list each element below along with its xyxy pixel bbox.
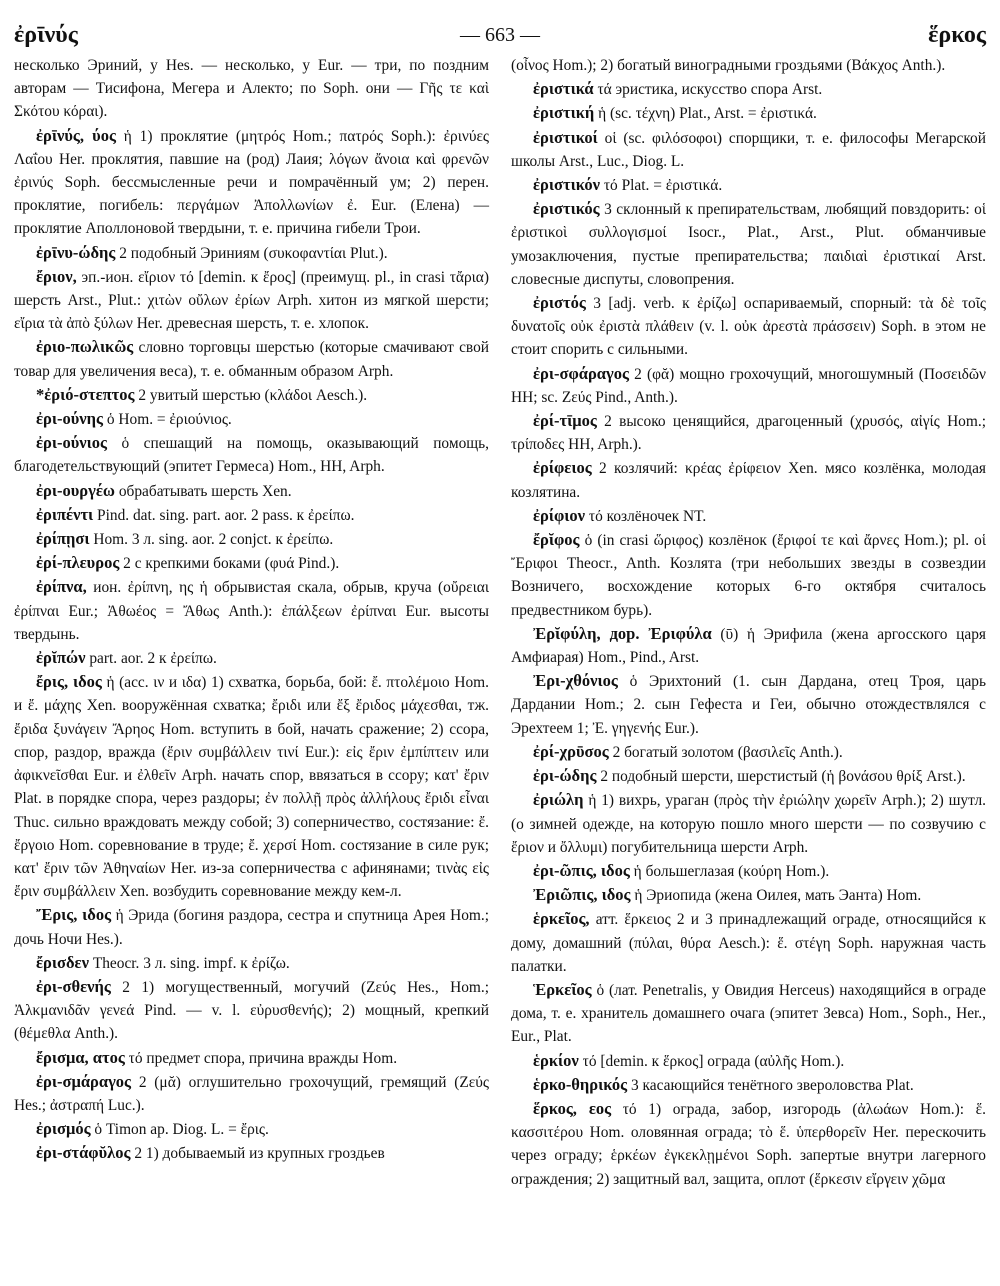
entry-definition: τό [demin. к ἕρκος] ограда (αὐλῆς Hom.). [582, 1052, 845, 1070]
entry-definition: ὁ Эрихтоний (1. сын Дардана, отец Троя, царь Дардании Hom.; 2. сын Гефеста и Геи, обычно отождествлялся с Эрехтеем 1; Ἐ. γηγενής Eur.). [511, 673, 986, 737]
entry-headword: ἐρί-τῑμος [533, 411, 597, 431]
dictionary-entry [511, 1049, 986, 1073]
dictionary-entry [14, 1070, 489, 1117]
entry-definition: 3 склонный к препирательствам, любящий повздорить: οἱ ἐριστικοὶ συλλογισμοί Isocr., Plat., Arst., Plut. обманчивые умозаключения, пустые препирательства; παιδιαὶ ἐριστικαί Arst. словесные диспуты, словопрения. [511, 201, 986, 288]
entry-headword: ἐρί-πλευρος [36, 553, 120, 573]
entry-headword: ἐρι-στάφῠλος [36, 1143, 131, 1163]
entry-definition: (οἶνος Hom.); 2) богатый виноградными гроздьями (Βάκχος Anth.). [511, 57, 946, 74]
dictionary-entry [511, 978, 986, 1049]
dictionary-entry [511, 740, 986, 764]
dictionary-entry [511, 291, 986, 362]
entry-headword: ἐριστικόν [533, 175, 600, 195]
dictionary-entry [511, 883, 986, 907]
page-header [14, 14, 986, 54]
entry-definition: ὁ Timon ap. Diog. L. = ἔρις. [94, 1121, 269, 1139]
dictionary-entry [14, 407, 489, 431]
dictionary-entry [511, 173, 986, 197]
entry-definition: ἡ (acc. ιν и ιδα) 1) схватка, борьба, бой: ἔ. πτολέμοιο Hom. и ἔ. μάχης Xen. вооружённая схватка; ἔριδι или ἔξ ἔριδος μάχεσθαι, тж. ἔριδα ξυνάγειν Ἄρηος Hom. вступить в бой, начать сражение; 2) ссора, спор, раздор, вражда (ἔριν συμβάλλειν τινί Eur.): εἰς ἔριν ἐμπίπτειν или ἀφικνεῖσθαι Eur. и ἐλθεῖν Arph. начать спор, ввязаться в ссору; κατ' ἔριν Plat. в порядке спора, через раздоры; ἐν πολλῇ πρὸς ἀλλήλους ἔριδι εἶναι Thuc. сильно враждовать между собой; 3) соперничество, состязание: ἔ. ἔργοιο Hom. соревнование в труде; ἔ. χερσί Hom. состязание в силе рук; κατ' ἔριν τῶν Ἀθηναίων Her. из-за соперничества с афинянами; τινὰς εἰς ἔριν συμβάλλειν Xen. возбудить соревнование между кем-л. [14, 674, 489, 901]
entry-definition: атт. ἕρκειος 2 и 3 принадлежащий ограде, относящийся к дому, домашний (πύλαι, θύρα Aesch.): ἕ. στέγη Soph. наружная часть палатки. [511, 911, 986, 975]
dictionary-entry [511, 456, 986, 503]
dictionary-entry [511, 907, 986, 978]
entry-headword: ἐριο-πωλικῶς [36, 337, 134, 357]
entry-headword: Ἐριῶπις, ιδος [533, 885, 631, 905]
entry-headword: ἐρισμός [36, 1119, 91, 1139]
dictionary-entry [14, 670, 489, 903]
entry-headword: ἐρῑνύς, ύος [36, 125, 116, 145]
entry-definition: Theocr. 3 л. sing. impf. к ἐρίζω. [92, 954, 290, 972]
entry-headword: ἐρι-σφάραγος [533, 363, 629, 383]
dictionary-entry [14, 527, 489, 551]
entry-definition: τά эристика, искусство спора Arst. [597, 81, 823, 99]
entry-definition: τό Plat. = ἐριστικά. [603, 177, 723, 195]
entry-headword: Ἑρκεῖος [533, 979, 592, 999]
entry-headword: ἐρι-ούνιος [36, 433, 108, 453]
entry-headword: ἐρίφειος [533, 458, 592, 478]
dictionary-entry [14, 383, 489, 407]
entry-definition: 3 касающийся тенётного звероловства Plat. [631, 1076, 914, 1094]
entry-definition: part. aor. 2 к ἐρείπω. [89, 650, 217, 668]
entry-headword: ἐρι-σμάραγος [36, 1071, 131, 1091]
entry-definition: 2 1) добываемый из крупных гроздьев [134, 1145, 385, 1163]
entry-definition: (ῡ) ἡ Эрифила (жена аргосского царя Амфиарая) Hom., Pind., Arst. [511, 625, 986, 667]
entry-definition: ἡ Эрида (богиня раздора, сестра и спутница Арея Hom.; дочь Ночи Hes.). [14, 907, 489, 948]
left-column [14, 54, 489, 1191]
dictionary-entry [511, 54, 986, 77]
dictionary-entry [511, 669, 986, 740]
entry-headword: ἕρκος, εος [533, 1098, 612, 1118]
dictionary-entry [14, 265, 489, 336]
entry-headword: ἐριστική [533, 103, 595, 123]
dictionary-entry [14, 241, 489, 265]
dictionary-entry [511, 409, 986, 456]
entry-headword: ἐριπέντι [36, 504, 94, 524]
entry-definition: οἱ (sc. φιλόσοφοι) спорщики, т. е. философы Мегарской школы Arst., Luc., Diog. L. [511, 129, 986, 170]
entry-headword: ἔρῐφος [533, 530, 580, 550]
entry-definition: словно торговцы шерстью (которые смачивают свой товар для увеличения веса), т. е. обманным образом Arph. [14, 339, 489, 380]
right-column [511, 54, 986, 1191]
dictionary-entry [511, 362, 986, 409]
dictionary-entry [14, 1117, 489, 1141]
entry-definition: ὁ (in crasi ὥριφος) козлёнок (ἔριφοί τε καὶ ἄρνες Hom.); pl. οἱ Ἔριφοι Theocr., Anth. Козлята (три небольших звезды в созвездии Возничего, восхождение которых 6-го октября считалось предвестником бурь). [511, 532, 986, 619]
dictionary-entry [14, 975, 489, 1046]
header-right-guide-word: ἕρκος [928, 22, 986, 48]
entry-definition: Hom. 3 л. sing. aor. 2 conjct. к ἐρείπω. [93, 531, 334, 549]
dictionary-entry [14, 1046, 489, 1070]
entry-definition: ион. ἐρίπνη, ης ἡ обрывистая скала, обрыв, круча (οὔρειαι ἐρίπναι Eur.; Ἀθωέος = Ἄθως Anth.): ἐπάλξεων ἐρίπναι Eur. высоты твердынь. [14, 579, 489, 643]
entry-definition: 2 богатый золотом (βασιλεῖς Anth.). [612, 743, 843, 761]
entry-definition: ἡ (sc. τέχνη) Plat., Arst. = ἐριστικά. [598, 105, 817, 123]
dictionary-entry [14, 54, 489, 124]
entry-headword: ἐριστικοί [533, 127, 598, 147]
dictionary-entry [511, 1073, 986, 1097]
entry-headword: ἔριον, [36, 266, 77, 286]
entry-definition: 2 высоко ценящийся, драгоценный (χρυσός, αἰγίς Hom.; τρίποδες HH, Arph.). [511, 413, 986, 454]
entry-headword: ἑρκεῖος, [533, 909, 590, 929]
entry-headword: ἐρίπῃσι [36, 529, 90, 549]
entry-headword: ἐρι-σθενής [36, 976, 111, 996]
entry-headword: ἐρι-ούνης [36, 409, 104, 429]
dictionary-entry [511, 788, 986, 859]
dictionary-entry [14, 479, 489, 503]
entry-definition: ἡ большеглазая (κούρη Hom.). [633, 862, 830, 880]
entry-definition: 2 (φᾰ) мощно грохочущий, многошумный (Ποσειδῶν HH; sc. Ζεύς Pind., Anth.). [511, 365, 986, 406]
entry-definition: ἡ 1) вихрь, ураган (πρὸς τὴν ἐριώλην χωρεῖν Arph.); 2) шутл. (о зимней одежде, на которую пошло много шерсти — по созвучию с ἔριον и ὄλλυμι) погубительница шерсти Arph. [511, 792, 986, 856]
dictionary-entry [511, 77, 986, 101]
dictionary-entry [14, 431, 489, 478]
entry-definition: 2 подобный шерсти, шерстистый (ἡ βονάσου θρίξ Arst.). [600, 768, 966, 786]
header-left-guide-word: ἐρῑνύς [14, 22, 78, 48]
entry-headword: ἔρις, ιδος [36, 672, 102, 692]
entry-headword: ἐριστός [533, 293, 586, 313]
dictionary-entry [14, 646, 489, 670]
dictionary-entry [14, 1141, 489, 1165]
entry-definition: 2 (μᾰ) оглушительно грохочущий, гремящий (Ζεύς Hes.; ἀστραπή Luc.). [14, 1073, 489, 1114]
dictionary-entry [14, 551, 489, 575]
entry-headword: ἔρισδεν [36, 952, 89, 972]
entry-definition: ὁ Hom. = ἐριούνιος. [106, 411, 232, 429]
entry-headword: *ἐριό-στεπτος [36, 384, 135, 404]
entry-headword: ἐριώλη [533, 790, 584, 810]
dictionary-entry [511, 622, 986, 669]
entry-headword: Ἐρι-χθόνιος [533, 671, 618, 691]
entry-definition: несколько Эриний, у Hes. — несколько, у Eur. — три, по поздним авторам — Тисифона, Мегера и Алекто; по Soph. они — Γῆς τε καὶ Σκότου κόραι). [14, 57, 489, 121]
dictionary-entry [511, 528, 986, 622]
dictionary-entry [511, 859, 986, 883]
dictionary-entry [511, 101, 986, 125]
entry-headword: ἐρί-χρῡσος [533, 741, 609, 761]
entry-headword: ἐρίπνα, [36, 577, 87, 597]
entry-definition: 2 1) могущественный, могучий (Ζεύς Hes., Hom.; Ἀλκμανιδᾶν γενεά Pind. — v. l. εὐρυσθενής); 2) мощный, крепкий (θέμεθλα Anth.). [14, 978, 489, 1043]
entry-headword: ἑρκίον [533, 1050, 579, 1070]
entry-headword: ἐρι-ῶπις, ιδος [533, 860, 630, 880]
entry-definition: обрабатывать шерсть Xen. [118, 482, 292, 500]
dictionary-entry [511, 764, 986, 788]
dictionary-entry [511, 1097, 986, 1191]
page-number: — 663 — [460, 24, 540, 46]
dictionary-entry [511, 197, 986, 291]
entry-headword: ἐριστικός [533, 199, 600, 219]
entry-headword: ἐρίφιον [533, 505, 586, 525]
dictionary-entry [14, 335, 489, 382]
entry-definition: 3 [adj. verb. к ἐρίζω] оспариваемый, спорный: τὰ δὲ τοῖς δυνατοῖς οὐκ ἐριστὰ πλάθειν (v. l. οὐκ ἀρεστὰ πράσσειν) Soph. в этом не стоит спорить с сильными. [511, 295, 986, 359]
text-columns [14, 54, 986, 1191]
entry-definition: ὁ спешащий на помощь, оказывающий помощь, благодетельствующий (эпитет Гермеса) Hom., HH, Arph. [14, 435, 489, 476]
entry-definition: ἡ 1) проклятие (μητρός Hom.; πατρός Soph.): ἐρινύες Λαΐου Her. проклятия, павшие на (род) Лаия; λόγων ἄνοια καὶ φρενῶν ἐρινύς Soph. бессмысленные речи и помрачённый ум; 2) перен. проклятие, погибель: περγάμων Ἀπολλωνίων ἐ. Eur. (Елена) — проклятие Аполлоновой твердыни, т. е. причина гибели Трои. [14, 127, 490, 238]
entry-definition: τό козлёночек NT. [588, 507, 707, 525]
entry-definition: ἡ Эриопида (жена Оилея, мать Эанта) Hom. [634, 887, 922, 905]
entry-definition: Pind. dat. sing. part. aor. 2 pass. к ἐρείπω. [97, 506, 355, 524]
dictionary-entry [14, 903, 489, 950]
entry-definition: 2 увитый шерстью (κλάδοι Aesch.). [138, 386, 368, 404]
entry-headword: ἐριστικά [533, 79, 594, 99]
entry-headword: Ἐρῐφύλη, дор. Ἐριφύλα [533, 623, 712, 643]
entry-definition: τό 1) ограда, забор, изгородь (ἀλωάων Hom.): ἕ. κασσιτέρου Hom. оловянная ограда; τὸ ἕ. ὑπερθορεῖν Her. перескочить через ограду; ἑρκέων ἐγκεκλῃμένοι Soph. запертые внутри лагерного ограждения; 2) защитный вал, защита, оплот (ἕρκεσιν εἴργειν χῶμα [511, 1100, 986, 1188]
entry-definition: τό предмет спора, причина вражды Hom. [128, 1049, 398, 1067]
entry-definition: эп.-ион. εἴριον τό [demin. к ἔρος] (преимущ. pl., in crasi τἄρια) шерсть Arst., Plut.: χιτὼν οὔλων ἐρίων Arph. хитон из мягкой шерсти; εἴρια τὰ ἀπὸ ξύλων Her. древесная шерсть, т. е. хлопок. [14, 268, 490, 333]
entry-definition: 2 козлячий: κρέας ἐρίφειον Xen. мясо козлёнка, молодая козлятина. [511, 460, 986, 501]
dictionary-entry [511, 504, 986, 528]
entry-headword: ἑρκο-θηρικός [533, 1074, 628, 1094]
entry-headword: ἐρῐπών [36, 648, 86, 668]
entry-definition: ὁ (лат. Penetralis, у Овидия Herceus) находящийся в ограде дома, т. е. хранитель домашнего очага (эпитет Зевса) Hom., Soph., Her., Eur., Plat. [511, 981, 986, 1046]
dictionary-entry [14, 124, 489, 241]
entry-headword: Ἔρις, ιδος [36, 905, 112, 925]
dictionary-entry [14, 575, 489, 646]
entry-definition: 2 с крепкими боками (φυά Pind.). [123, 555, 340, 573]
dictionary-entry [14, 951, 489, 975]
entry-headword: ἐρι-ουργέω [36, 480, 115, 500]
dictionary-entry [14, 503, 489, 527]
entry-definition: 2 подобный Эриниям (συκοφαντίαι Plut.). [119, 244, 388, 262]
entry-headword: ἐρι-ώδης [533, 766, 597, 786]
entry-headword: ἔρισμα, ατος [36, 1047, 125, 1067]
dictionary-entry [511, 126, 986, 173]
entry-headword: ἐρῑνυ-ώδης [36, 242, 116, 262]
